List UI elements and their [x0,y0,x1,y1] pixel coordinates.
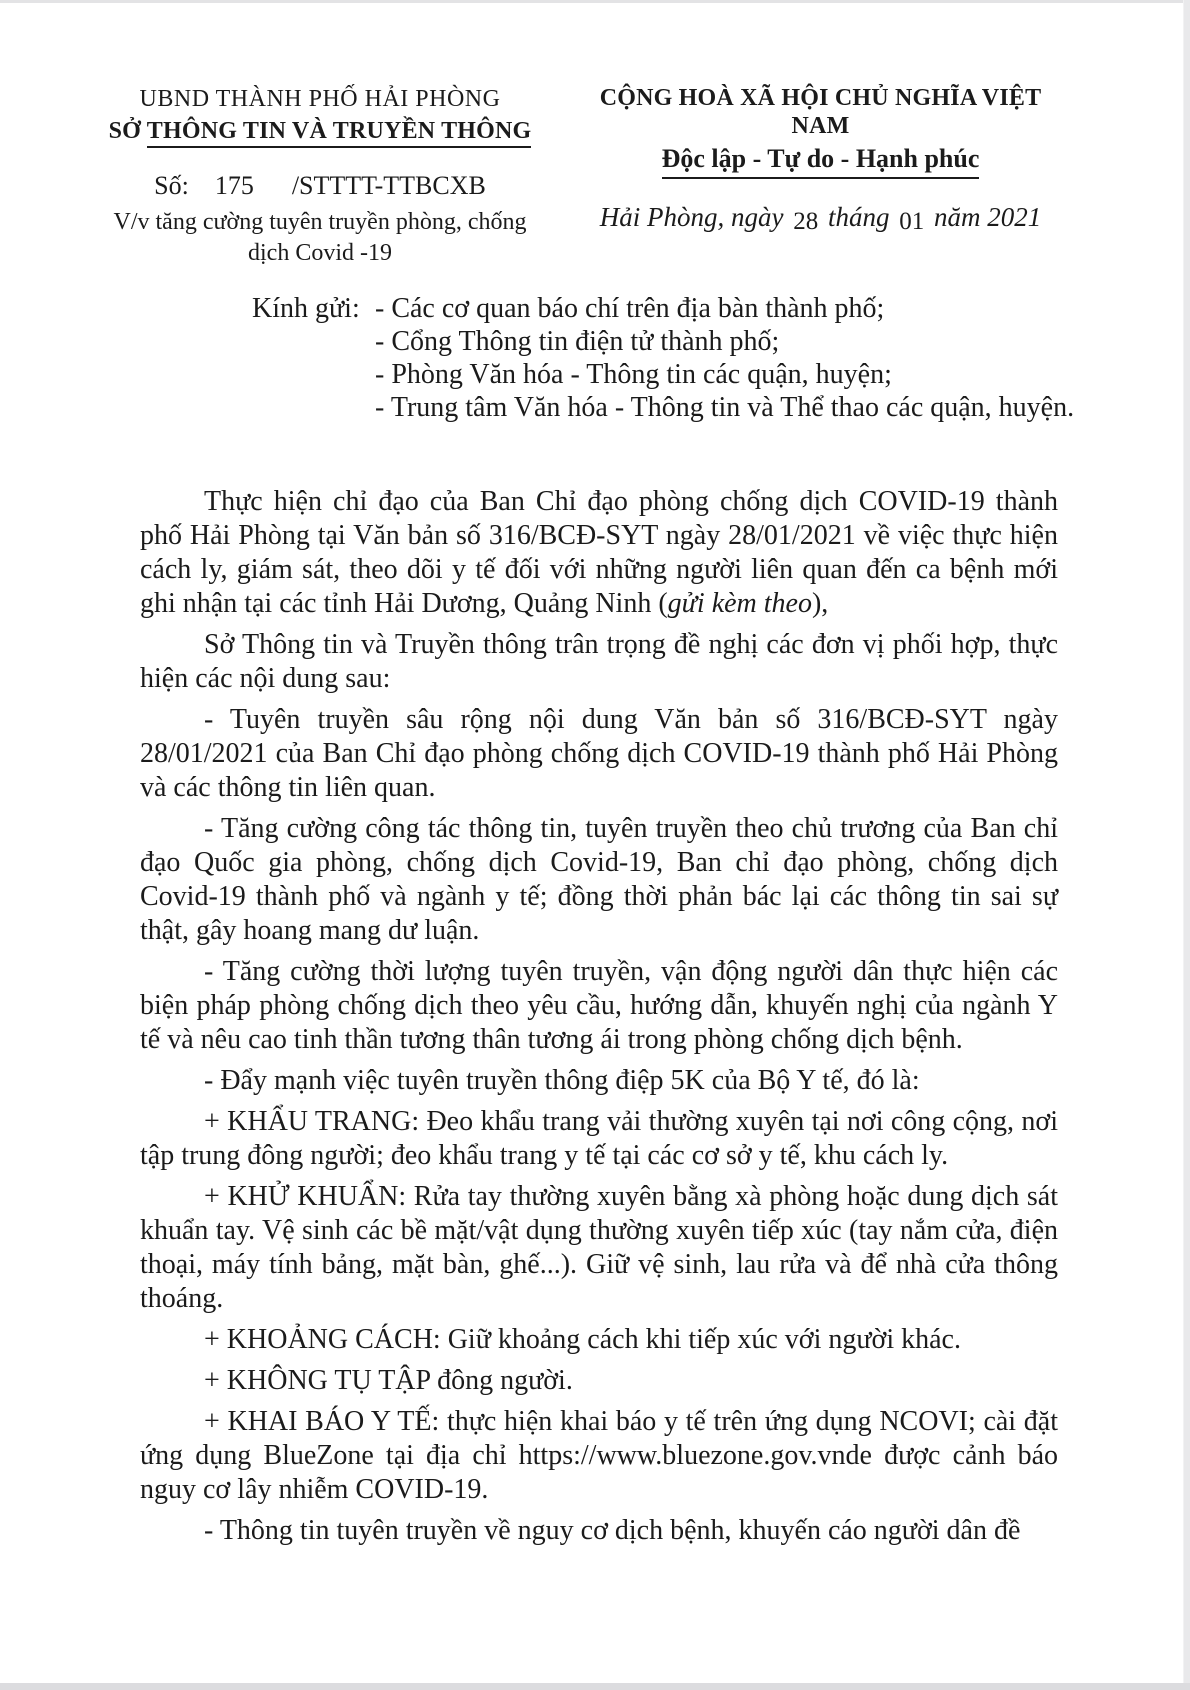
paragraph: - Tăng cường công tác thông tin, tuyên truyền theo chủ trương của Ban chỉ đạo Quốc gia phòng, chống dịch Covid-19, Ban chỉ đạo phòng, chống dịch Covid-19 thành phố và ngành y tế; đồng thời phản bác lại các thông tin sai sự thật, gây hoang mang dư luận. [140,813,1058,946]
page-right-edge [1183,0,1190,1690]
paragraph: Sở Thông tin và Truyền thông trân trọng đề nghị các đơn vị phối hợp, thực hiện các nội dung sau: [140,629,1058,694]
agency-name-underlined: THÔNG TIN VÀ TRUYỀN THÔNG [147,118,532,148]
agency-name-prefix: SỞ [108,118,141,144]
document-number-suffix: /STTTT-TTBCXB [291,171,486,200]
document-number-label: Số: [154,171,189,200]
attachment-note-italic: gửi kèm theo [667,588,812,619]
paragraph: - Đẩy mạnh việc tuyên truyền thông điệp 5K của Bộ Y tế, đó là: [204,1065,920,1096]
national-motto: Độc lập - Tự do - Hạnh phúc [583,144,1058,174]
paragraph: + KHỬ KHUẨN: Rửa tay thường xuyên bằng xà phòng hoặc dung dịch sát khuẩn tay. Vệ sinh các bề mặt/vật dụng thường xuyên tiếp xúc (tay nắm cửa, điện thoại, máy tính bảng, mặt bàn, ghế...). Giữ vệ sinh, lau rửa và để nhà cửa thông thoáng. [140,1181,1058,1314]
recipient-item: - Cổng Thông tin điện tử thành phố; [375,326,780,357]
paragraph: + KHÔNG TỤ TẬP đông người. [204,1365,573,1396]
date-month-label: tháng [827,202,890,232]
date-day: 28 [793,208,819,235]
national-title: CỘNG HOÀ XÃ HỘI CHỦ NGHĨA VIỆT NAM [599,85,1042,139]
paragraph: - Thông tin tuyên truyền về nguy cơ dịch bệnh, khuyến cáo người dân đề [204,1515,1021,1546]
page-top-edge [0,0,1190,3]
date-month: 01 [899,208,925,235]
document-number-value: 175 [214,171,254,200]
recipients-block [252,292,1075,424]
document-body [140,478,1058,1548]
paragraph: - Tuyên truyền sâu rộng nội dung Văn bản số 316/BCĐ-SYT ngày 28/01/2021 của Ban Chỉ đạo phòng chống dịch COVID-19 thành phố Hải Phòng và các thông tin liên quan. [140,704,1058,803]
recipient-item: - Phòng Văn hóa - Thông tin các quận, huyện; [375,359,892,390]
recipient-item: - Các cơ quan báo chí trên địa bàn thành phố; [375,293,885,324]
issuing-agency-block [100,84,540,269]
subject-line-1: V/v tăng cường tuyên truyền phòng, chống [113,209,527,235]
agency-name [100,114,540,148]
paragraph: + KHAI BÁO Y TẾ: thực hiện khai báo y tế trên ứng dụng NCOVI; cài đặt ứng dụng BlueZone tại địa chỉ https://www.bluezone.gov.vnde được cảnh báo nguy cơ lây nhiễm COVID-19. [140,1406,1058,1505]
subject-line-2: dịch Covid -19 [248,240,392,266]
paragraph: Thực hiện chỉ đạo của Ban Chỉ đạo phòng chống dịch COVID-19 thành phố Hải Phòng tại Văn bản số 316/BCĐ-SYT ngày 28/01/2021 về việc thực hiện cách ly, giám sát, theo dõi y tế đối với những người liên quan đến ca bệnh mới ghi nhận tại các tỉnh Hải Dương, Quảng Ninh (gửi kèm theo), [140,486,1058,619]
date-place: Hải Phòng, ngày [599,202,784,232]
paragraph: + KHOẢNG CÁCH: Giữ khoảng cách khi tiếp xúc với người khác. [204,1324,961,1355]
national-motto-block [583,84,1058,235]
recipients-list [375,292,1075,424]
recipient-item: - Trung tâm Văn hóa - Thông tin và Thể thao các quận, huyện. [375,392,1075,423]
paragraph: - Tăng cường thời lượng tuyên truyền, vận động người dân thực hiện các biện pháp phòng chống dịch theo yêu cầu, hướng dẫn, khuyến nghị của ngành Y tế và nêu cao tinh thần tương thân tương ái trong phòng chống dịch bệnh. [140,956,1058,1055]
paragraph: + KHẨU TRANG: Đeo khẩu trang vải thường xuyên tại nơi công cộng, nơi tập trung đông người; đeo khẩu trang y tế tại các cơ sở y tế, khu cách ly. [140,1106,1058,1171]
date-year: năm 2021 [934,202,1042,232]
place-date-line [583,201,1058,235]
page-bottom-edge [0,1683,1190,1690]
parent-agency-name: UBND THÀNH PHỐ HẢI PHÒNG [139,86,501,112]
document-subject [100,207,540,269]
document-number-line [100,171,540,201]
recipients-label: Kính gửi: [252,293,360,324]
